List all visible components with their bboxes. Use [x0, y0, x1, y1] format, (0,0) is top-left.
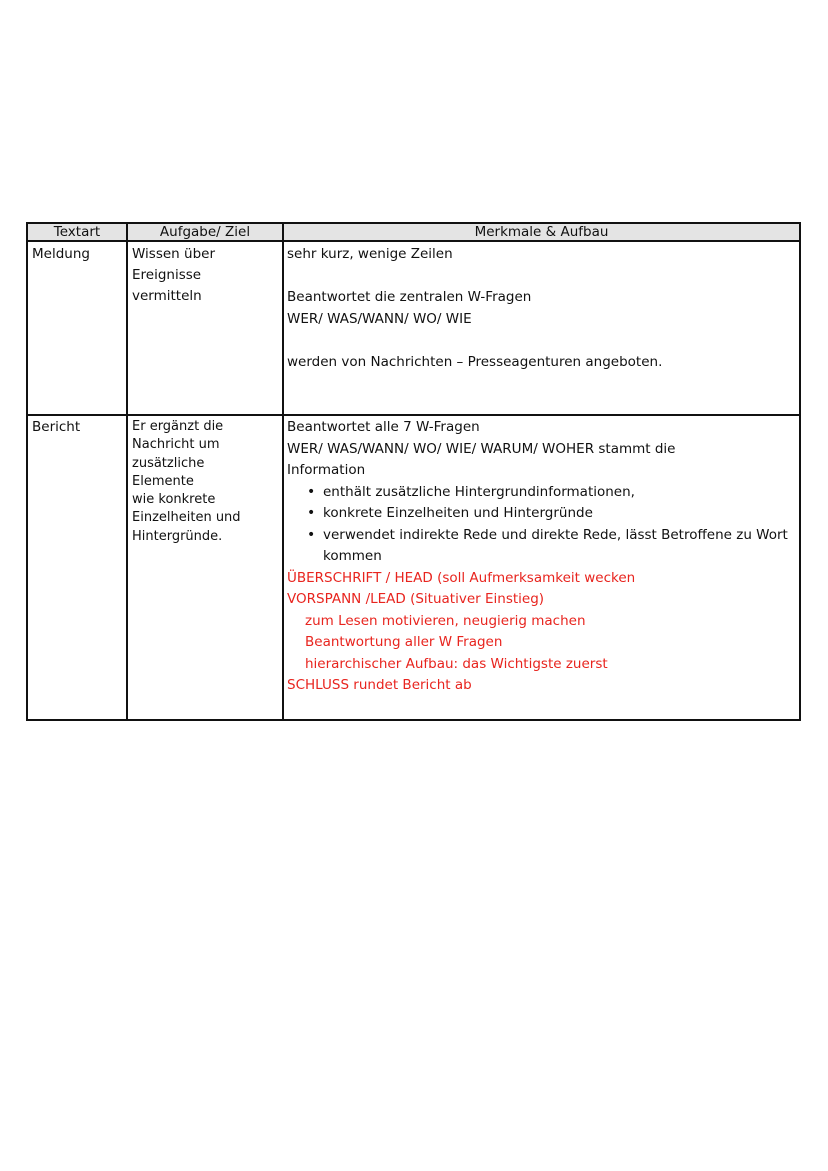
aufgabe-line: Hintergründe.	[132, 528, 223, 544]
text-types-table	[26, 222, 801, 721]
aufgabe-line: Elemente	[132, 473, 194, 489]
table-row-meldung-merkmale	[287, 244, 797, 373]
aufgabe-line: vermitteln	[132, 288, 202, 304]
aufgabe-line: Wissen über	[132, 246, 216, 262]
header-textart: Textart	[53, 224, 101, 240]
column-divider	[126, 224, 128, 719]
merkmal-line: sehr kurz, wenige Zeilen	[287, 246, 453, 262]
list-item: • verwendet indirekte Rede und direkte Rede, lässt Betroffene zu Wort kommen	[323, 525, 797, 568]
aufgabe-line: Er ergänzt die	[132, 419, 224, 434]
column-divider	[282, 224, 284, 719]
table-header-row	[28, 224, 799, 242]
table-row-meldung-textart: Meldung	[32, 246, 90, 262]
structure-line: VORSPANN /LEAD (Situativer Einstieg)	[287, 591, 545, 607]
merkmal-line: Information	[287, 462, 366, 478]
spacer	[287, 330, 797, 352]
aufgabe-line: wie konkrete	[132, 492, 216, 508]
structure-line: zum Lesen motivieren, neugierig machen	[305, 612, 586, 629]
structure-line: Beantwortung aller W Fragen	[305, 634, 503, 650]
merkmal-line: werden von Nachrichten – Presseagenturen angeboten.	[287, 353, 663, 370]
aufgabe-line: Ereignisse	[132, 267, 202, 283]
table-row-meldung-aufgabe	[132, 244, 282, 307]
feature-bullet-list	[287, 482, 797, 568]
spacer	[287, 266, 797, 288]
table-row-bericht-merkmale	[287, 417, 797, 697]
structure-line: ÜBERSCHRIFT / HEAD (soll Aufmerksamkeit wecken	[287, 569, 636, 586]
aufgabe-line: Nachricht um	[132, 437, 220, 453]
list-item: • enthält zusätzliche Hintergrundinformationen,	[323, 482, 797, 504]
aufgabe-line: Einzelheiten und	[132, 510, 241, 526]
table-row-bericht-textart: Bericht	[32, 419, 81, 435]
aufgabe-line: zusätzliche	[132, 455, 205, 471]
structure-line: hierarchischer Aufbau: das Wichtigste zuerst	[305, 655, 608, 672]
list-item: • konkrete Einzelheiten und Hintergründe	[323, 503, 797, 525]
merkmal-line: WER/ WAS/WANN/ WO/ WIE	[287, 310, 472, 327]
structure-line: SCHLUSS rundet Bericht ab	[287, 677, 472, 693]
header-aufgabe: Aufgabe/ Ziel	[159, 224, 251, 240]
merkmal-line: WER/ WAS/WANN/ WO/ WIE/ WARUM/ WOHER stammt die	[287, 440, 676, 457]
table-row-bericht-aufgabe	[132, 418, 282, 546]
merkmal-line: Beantwortet die zentralen W-Fragen	[287, 289, 532, 305]
row-divider	[28, 414, 799, 416]
merkmal-line: Beantwortet alle 7 W-Fragen	[287, 419, 480, 435]
header-merkmale: Merkmale & Aufbau	[474, 224, 609, 240]
